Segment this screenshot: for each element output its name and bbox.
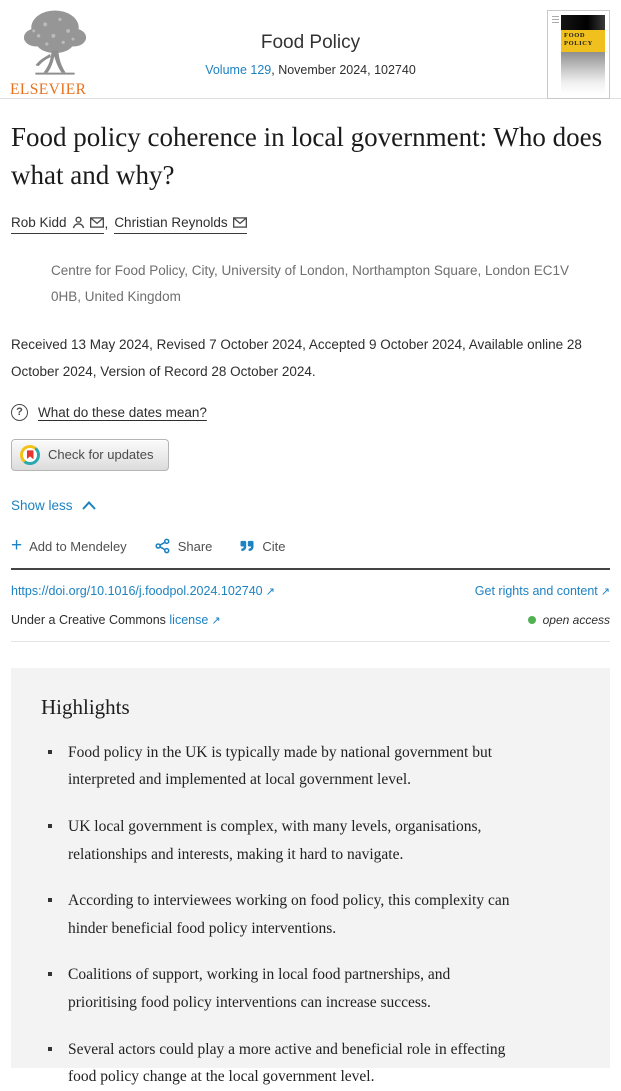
journal-info — [205, 32, 416, 77]
dates-help — [11, 404, 610, 421]
chevron-up-icon — [82, 501, 96, 510]
cover-spine-text — [552, 15, 559, 94]
article-head — [0, 118, 621, 1086]
add-to-mendeley-button[interactable] — [11, 534, 127, 556]
highlight-item: Several actors could play a more active and beneficial role in effecting food policy change at the local government level. — [41, 1036, 515, 1091]
license-row — [11, 613, 610, 627]
cover-title — [561, 30, 605, 52]
cite-label: Cite — [262, 538, 286, 554]
highlights-list — [41, 739, 515, 1091]
license-statement: Under a Creative Commons license ↗ — [11, 612, 221, 627]
email-envelope-icon — [90, 217, 104, 228]
article-title: Food policy coherence in local government: Who does what and why? — [11, 122, 603, 191]
share-label: Share — [177, 538, 213, 554]
journal-cover-thumbnail[interactable] — [547, 10, 610, 99]
volume-link[interactable]: Volume 129 — [205, 63, 272, 77]
email-envelope-icon — [233, 217, 247, 228]
cover-artwork — [561, 15, 605, 94]
highlight-item: According to interviewees working on food policy, this complexity can hinder beneficial food policy interventions. — [41, 887, 515, 942]
journal-title-link[interactable]: Food Policy — [260, 32, 361, 53]
author-name: Christian Reynolds — [114, 214, 228, 230]
rights-and-content-link[interactable]: Get rights and content ↗ — [474, 583, 610, 598]
open-access-dot-icon — [528, 616, 536, 624]
license-link[interactable]: license — [169, 612, 209, 627]
quote-cite-icon — [239, 540, 255, 553]
open-access-label: open access — [542, 612, 610, 627]
cover-title-line2: POLICY — [564, 40, 593, 48]
mendeley-label: Add to Mendeley — [29, 538, 127, 554]
share-nodes-icon — [154, 538, 171, 554]
show-less-label: Show less — [11, 497, 73, 513]
external-link-icon: ↗ — [265, 585, 275, 598]
cover-title-line1: FOOD — [564, 32, 586, 39]
open-access-badge — [528, 613, 610, 627]
person-icon — [72, 216, 85, 229]
crossmark-icon — [20, 445, 40, 465]
author-name: Rob Kidd — [11, 214, 67, 230]
doi-row — [11, 584, 610, 598]
journal-issue-line — [205, 63, 416, 77]
highlights-section — [11, 668, 610, 1086]
highlight-item: Food policy in the UK is typically made by national government but interpreted and implemented at local government level. — [41, 739, 515, 794]
cover-black-bar — [561, 15, 605, 30]
question-circle-icon: ? — [11, 404, 28, 421]
check-updates-label: Check for updates — [48, 447, 154, 463]
dates-help-link[interactable]: What do these dates mean? — [38, 404, 207, 420]
doi-link[interactable]: https://doi.org/10.1016/j.foodpol.2024.102740 ↗ — [11, 583, 275, 598]
author-separator: , — [104, 215, 109, 231]
show-less-link[interactable] — [11, 498, 96, 513]
external-link-icon: ↗ — [600, 585, 610, 598]
check-for-updates-button[interactable] — [11, 439, 169, 471]
highlight-item: UK local government is complex, with many levels, organisations, relationships and interests, making it hard to navigate. — [41, 813, 515, 868]
highlights-title: Highlights — [41, 694, 130, 719]
elsevier-logo[interactable] — [10, 8, 106, 99]
elsevier-wordmark: ELSEVIER — [10, 81, 87, 98]
highlight-item: Coalitions of support, working in local food partnerships, and prioritising food policy interventions can increase success. — [41, 961, 515, 1016]
license-divider — [11, 641, 610, 642]
author-list — [11, 215, 610, 234]
external-link-icon: ↗ — [211, 614, 221, 627]
plus-icon: + — [11, 534, 23, 556]
share-button[interactable] — [154, 538, 213, 554]
article-dates: Received 13 May 2024, Revised 7 October 2024, Accepted 9 October 2024, Available online 28 October 2024, Version of Record 28 October 2024. — [11, 337, 582, 379]
cover-gradient — [561, 52, 605, 94]
author-christian-reynolds[interactable] — [114, 215, 246, 234]
author-rob-kidd[interactable] — [11, 215, 104, 234]
journal-header — [0, 0, 621, 98]
article-actions — [11, 534, 610, 556]
elsevier-tree-icon — [14, 8, 96, 80]
affiliation-text: Centre for Food Policy, City, University of London, Northampton Square, London EC1V 0HB, United Kingdom — [51, 262, 570, 304]
cite-button[interactable] — [239, 539, 285, 554]
actions-divider — [11, 568, 610, 570]
issue-info-text: , November 2024, 102740 — [271, 63, 416, 77]
